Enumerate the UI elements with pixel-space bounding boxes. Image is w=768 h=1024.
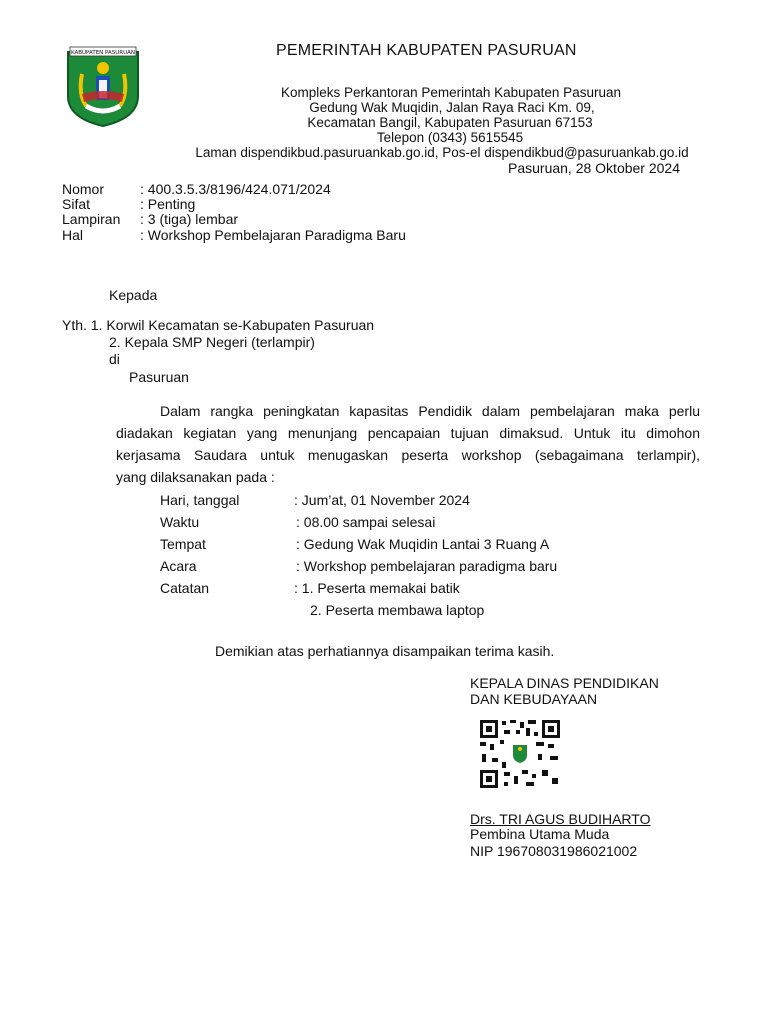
letter-date: Pasuruan, 28 Oktober 2024: [508, 160, 681, 176]
svg-text:KABUPATEN PASURUAN: KABUPATEN PASURUAN: [70, 50, 136, 56]
address-line-2: Gedung Wak Muqidin, Jalan Raya Raci Km. 09,: [309, 100, 595, 115]
phone-line: Telepon (0343) 5615545: [376, 130, 524, 145]
detail-value-place: : Gedung Wak Muqidin Lantai 3 Ruang A: [296, 536, 550, 552]
meta-value-nomor: : 400.3.5.3/8196/424.071/2024: [140, 181, 331, 197]
meta-value-lampiran: : 3 (tiga) lembar: [140, 211, 239, 227]
signatory-name: Drs. TRI AGUS BUDIHARTO: [470, 811, 651, 827]
detail-label-notes: Catatan: [160, 580, 210, 596]
detail-label-event: Acara: [160, 558, 197, 574]
recipient-place: Pasuruan: [129, 369, 189, 385]
recipient-kepada: Kepada: [109, 287, 158, 303]
body-paragraph-line-2: diadakan kegiatan yang menunjang pencapaian tujuan dimaksud. Untuk itu dimohon: [116, 425, 700, 441]
detail-label-place: Tempat: [160, 536, 206, 552]
government-title: PEMERINTAH KABUPATEN PASURUAN: [276, 42, 577, 59]
meta-label-sifat: Sifat: [62, 196, 91, 212]
qr-code-signature: [478, 718, 562, 790]
detail-value-event: : Workshop pembelajaran paradigma baru: [296, 558, 558, 574]
detail-value-date: : Jum’at, 01 November 2024: [294, 492, 470, 508]
signatory-position-1: KEPALA DINAS PENDIDIKAN: [470, 675, 659, 691]
meta-label-lampiran: Lampiran: [62, 211, 121, 227]
signatory-position-2: DAN KEBUDAYAAN: [470, 691, 598, 707]
meta-value-hal: : Workshop Pembelajaran Paradigma Baru: [140, 227, 406, 243]
detail-label-date: Hari, tanggal: [160, 492, 240, 508]
recipient-line-1: Yth. 1. Korwil Kecamatan se-Kabupaten Pasuruan: [62, 317, 375, 333]
detail-value-notes-1: : 1. Peserta memakai batik: [294, 580, 460, 596]
address-line-3: Kecamatan Bangil, Kabupaten Pasuruan 67153: [307, 115, 593, 130]
signatory-nip: NIP 196708031986021002: [470, 843, 638, 859]
detail-value-time: : 08.00 sampai selesai: [296, 514, 436, 530]
closing-sentence: Demikian atas perhatiannya disampaikan terima kasih.: [215, 643, 555, 659]
detail-value-notes-2: 2. Peserta membawa laptop: [310, 602, 485, 618]
signatory-rank: Pembina Utama Muda: [470, 826, 610, 842]
body-paragraph-line-1: Dalam rangka peningkatan kapasitas Pendidik dalam pembelajaran maka perlu: [160, 403, 700, 419]
detail-label-time: Waktu: [160, 514, 200, 530]
meta-label-nomor: Nomor: [62, 181, 105, 197]
body-paragraph-line-4: yang dilaksanakan pada :: [116, 469, 275, 485]
recipient-line-2: 2. Kepala SMP Negeri (terlampir): [109, 334, 315, 350]
meta-label-hal: Hal: [62, 227, 84, 243]
recipient-di: di: [109, 351, 120, 367]
body-paragraph-line-3: kerjasama Saudara untuk menugaskan peserta workshop (sebagaimana terlampir),: [116, 447, 700, 463]
meta-value-sifat: : Penting: [140, 196, 196, 212]
address-line-1: Kompleks Perkantoran Pemerintah Kabupaten Pasuruan: [281, 85, 621, 100]
web-email-line: Laman dispendikbud.pasuruankab.go.id, Pos-el dispendikbud@pasuruankab.go.id: [195, 145, 689, 160]
